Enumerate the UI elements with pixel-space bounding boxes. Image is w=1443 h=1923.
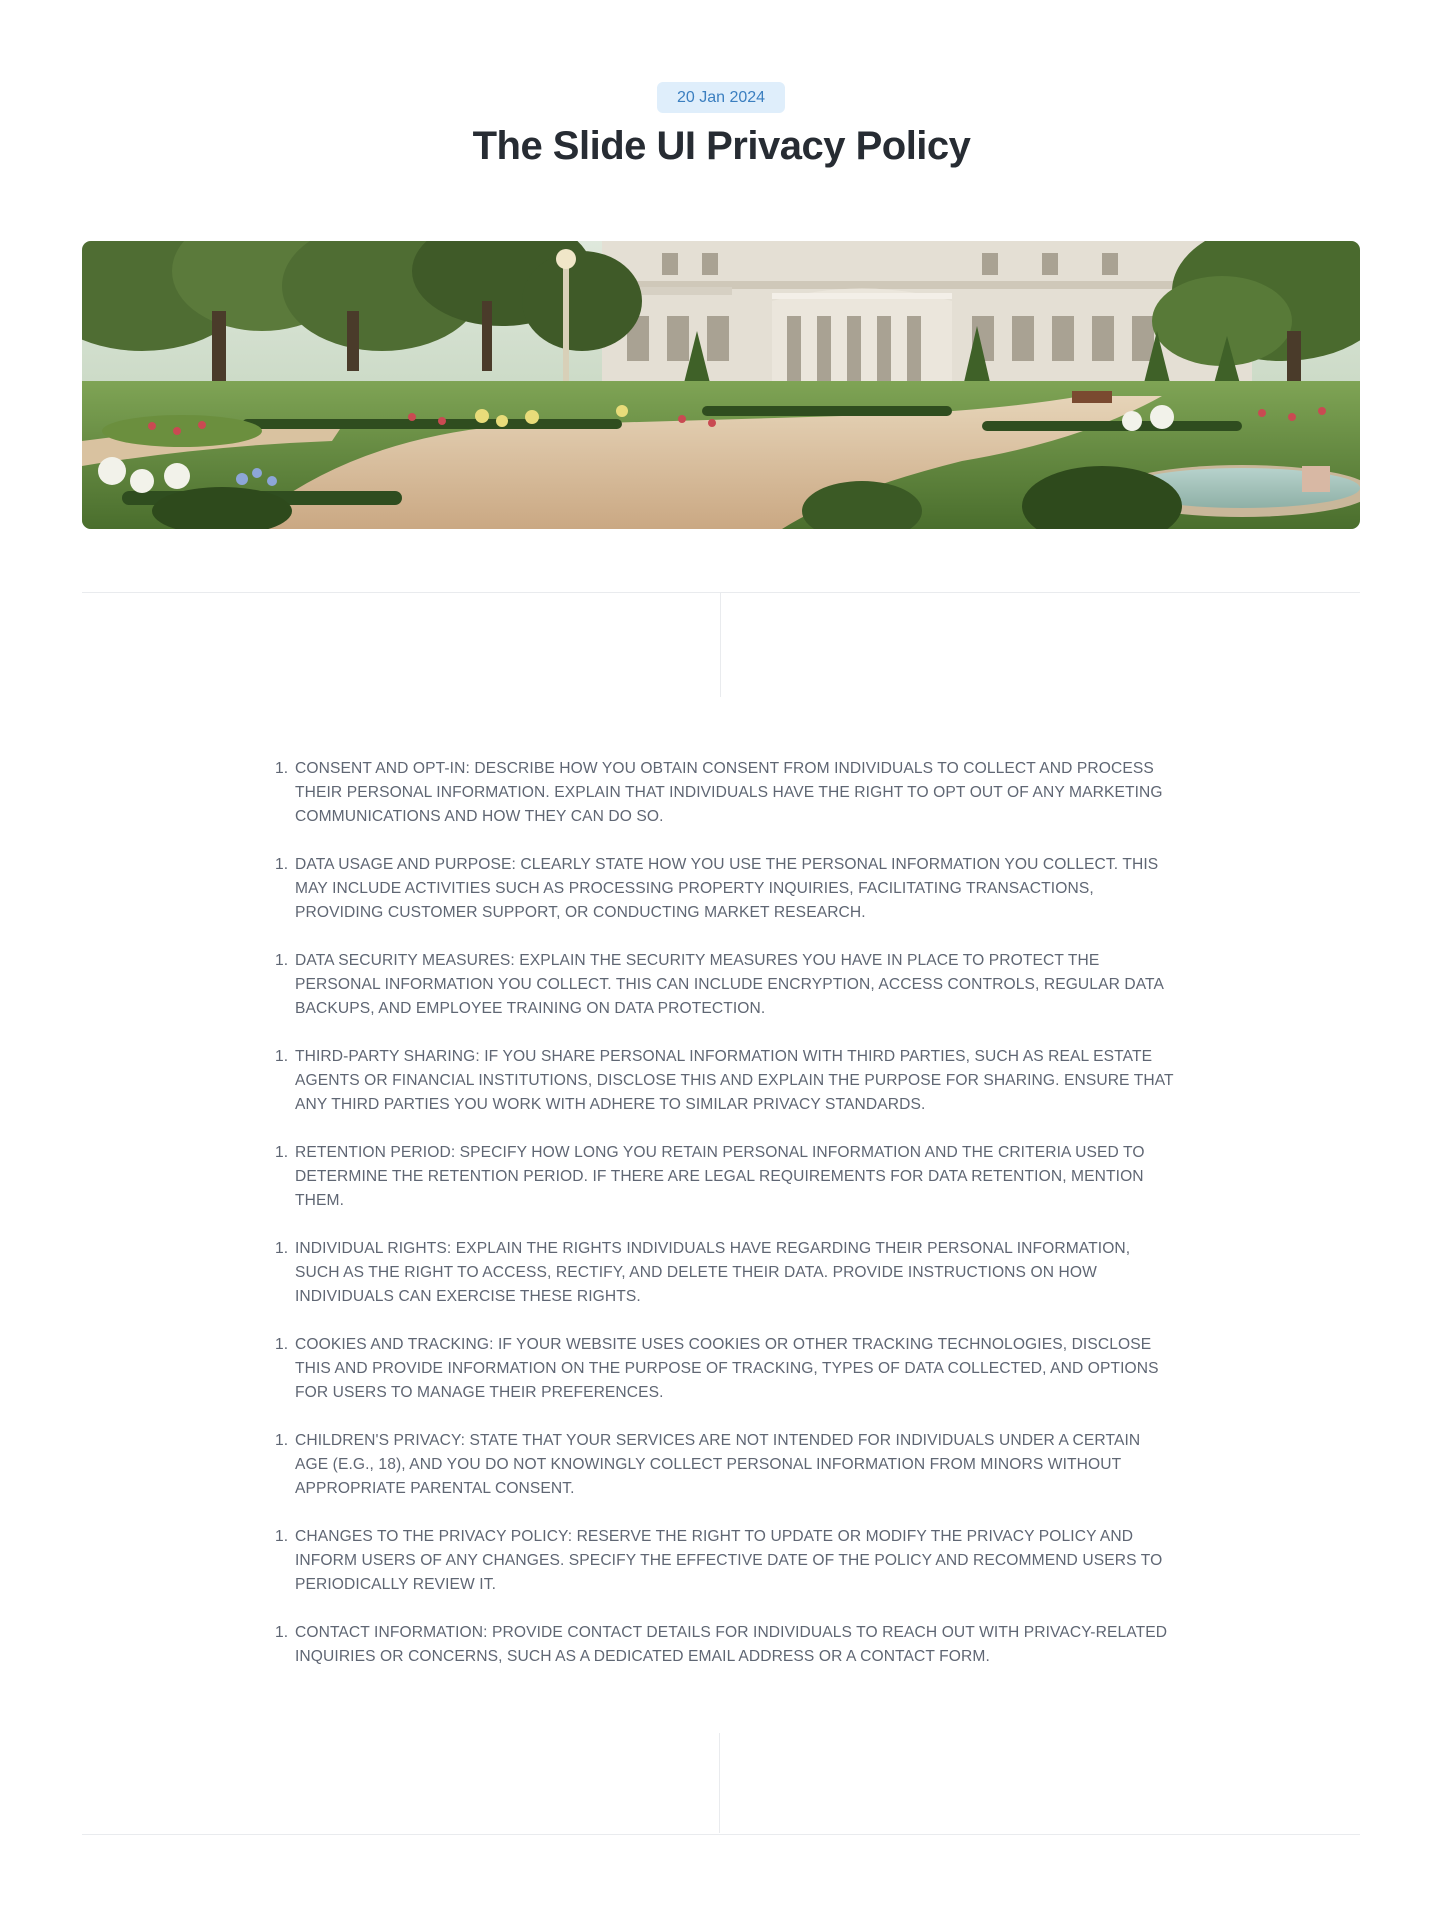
divider-vertical-top [720,593,721,697]
policy-item-text: DATA USAGE AND PURPOSE: CLEARLY STATE HOW YOU USE THE PERSONAL INFORMATION YOU COLLECT. THIS MAY INCLUDE ACTIVITIES SUCH AS PROCESSING PROPERTY INQUIRIES, FACILITATING TRANSACTIONS, PROVIDING CUSTOMER SUPPORT, OR CONDUCTING MARKET RESEARCH. [295,856,1159,921]
policy-item-number: 1. [275,760,289,777]
policy-item-text: CONSENT AND OPT-IN: DESCRIBE HOW YOU OBTAIN CONSENT FROM INDIVIDUALS TO COLLECT AND PROCESS THEIR PERSONAL INFORMATION. EXPLAIN THAT INDIVIDUALS HAVE THE RIGHT TO OPT OUT OF ANY MARKETING COMMUNICATIONS AND HOW THEY CAN DO SO. [295,760,1163,825]
policy-item-contact [265,1621,1175,1669]
policy-item-consent [265,757,1175,829]
policy-item-data-usage [265,853,1175,925]
policy-item-cookies [265,1333,1175,1405]
date-badge: 20 Jan 2024 [657,82,785,113]
policy-item-rights [265,1237,1175,1309]
policy-item-text: CHANGES TO THE PRIVACY POLICY: RESERVE THE RIGHT TO UPDATE OR MODIFY THE PRIVACY POLICY AND INFORM USERS OF ANY CHANGES. SPECIFY THE EFFECTIVE DATE OF THE POLICY AND RECOMMEND USERS TO PERIODICALLY REVIEW IT. [295,1528,1163,1593]
policy-item-number: 1. [275,1624,289,1641]
garden-mansion-illustration [82,241,1360,529]
policy-item-number: 1. [275,856,289,873]
policy-item-children [265,1429,1175,1501]
divider-top [82,592,1360,593]
policy-item-text: COOKIES AND TRACKING: IF YOUR WEBSITE USES COOKIES OR OTHER TRACKING TECHNOLOGIES, DISCLOSE THIS AND PROVIDE INFORMATION ON THE PURPOSE OF TRACKING, TYPES OF DATA COLLECTED, AND OPTIONS FOR USERS TO MANAGE THEIR PREFERENCES. [295,1336,1159,1401]
policy-item-text: DATA SECURITY MEASURES: EXPLAIN THE SECURITY MEASURES YOU HAVE IN PLACE TO PROTECT THE PERSONAL INFORMATION YOU COLLECT. THIS CAN INCLUDE ENCRYPTION, ACCESS CONTROLS, REGULAR DATA BACKUPS, AND EMPLOYEE TRAINING ON DATA PROTECTION. [295,952,1164,1017]
policy-item-changes [265,1525,1175,1597]
policy-item-security [265,949,1175,1021]
policy-item-text: CONTACT INFORMATION: PROVIDE CONTACT DETAILS FOR INDIVIDUALS TO REACH OUT WITH PRIVACY-RELATED INQUIRIES OR CONCERNS, SUCH AS A DEDICATED EMAIL ADDRESS OR A CONTACT FORM. [295,1624,1168,1665]
policy-list [265,757,1175,1693]
policy-item-text: CHILDREN'S PRIVACY: STATE THAT YOUR SERVICES ARE NOT INTENDED FOR INDIVIDUALS UNDER A CERTAIN AGE (E.G., 18), AND YOU DO NOT KNOWINGLY COLLECT PERSONAL INFORMATION FROM MINORS WITHOUT APPROPRIATE PARENTAL CONSENT. [295,1432,1141,1497]
policy-item-text: RETENTION PERIOD: SPECIFY HOW LONG YOU RETAIN PERSONAL INFORMATION AND THE CRITERIA USED TO DETERMINE THE RETENTION PERIOD. IF THERE ARE LEGAL REQUIREMENTS FOR DATA RETENTION, MENTION THEM. [295,1144,1145,1209]
divider-vertical-bottom [719,1733,720,1833]
policy-item-number: 1. [275,1432,289,1449]
page-title: The Slide UI Privacy Policy [472,124,971,168]
divider-bottom [82,1834,1360,1835]
hero-image [82,241,1360,529]
policy-item-third-party [265,1045,1175,1117]
policy-item-number: 1. [275,1144,289,1161]
policy-item-number: 1. [275,1336,289,1353]
policy-item-text: INDIVIDUAL RIGHTS: EXPLAIN THE RIGHTS INDIVIDUALS HAVE REGARDING THEIR PERSONAL INFORMATION, SUCH AS THE RIGHT TO ACCESS, RECTIFY, AND DELETE THEIR DATA. PROVIDE INSTRUCTIONS ON HOW INDIVIDUALS CAN EXERCISE THESE RIGHTS. [295,1240,1131,1305]
policy-item-number: 1. [275,1240,289,1257]
policy-item-text: THIRD-PARTY SHARING: IF YOU SHARE PERSONAL INFORMATION WITH THIRD PARTIES, SUCH AS REAL ESTATE AGENTS OR FINANCIAL INSTITUTIONS, DISCLOSE THIS AND EXPLAIN THE PURPOSE FOR SHARING. ENSURE THAT ANY THIRD PARTIES YOU WORK WITH ADHERE TO SIMILAR PRIVACY STANDARDS. [295,1048,1174,1113]
policy-item-number: 1. [275,952,289,969]
policy-item-number: 1. [275,1528,289,1545]
policy-item-number: 1. [275,1048,289,1065]
policy-item-retention [265,1141,1175,1213]
